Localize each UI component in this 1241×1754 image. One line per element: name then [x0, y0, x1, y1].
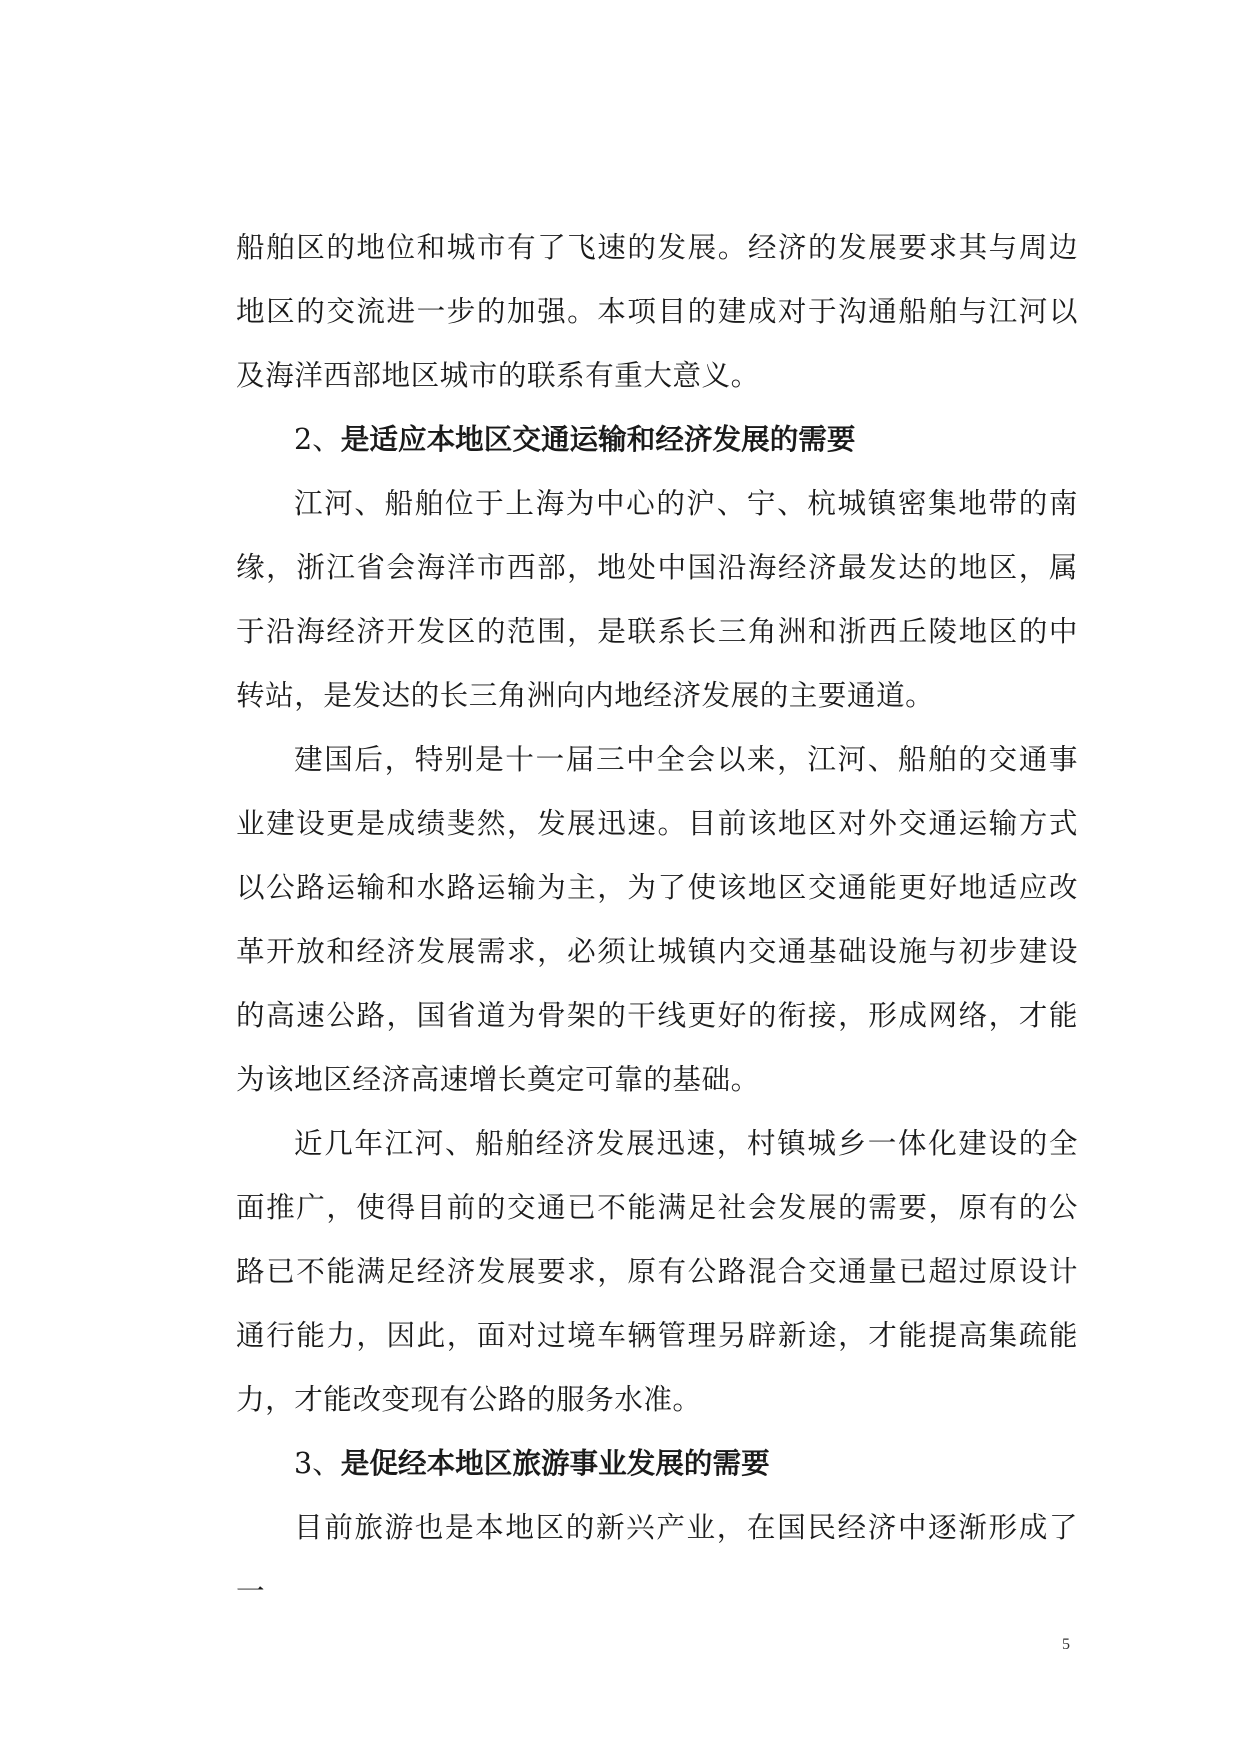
body-text — [236, 215, 1078, 1623]
paragraph-recent-years: 近几年江河、船舶经济发展迅速，村镇城乡一体化建设的全面推广，使得目前的交通已不能满足社会发展的需要，原有的公路已不能满足经济发展要求，原有公路混合交通量已超过原设计通行能力，因此，面对过境车辆管理另辟新途，才能提高集疏能力，才能改变现有公路的服务水准。 — [236, 1126, 1078, 1416]
section-heading-3 — [236, 1431, 1078, 1495]
paragraph-location: 江河、船舶位于上海为中心的沪、宁、杭城镇密集地带的南缘，浙江省会海洋市西部，地处中国沿海经济最发达的地区，属于沿海经济开发区的范围，是联系长三角洲和浙西丘陵地区的中转站，是发达的长三角洲向内地经济发展的主要通道。 — [236, 486, 1078, 712]
page-number: 5 — [1062, 1636, 1070, 1653]
paragraph-intro: 船舶区的地位和城市有了飞速的发展。经济的发展要求其与周边地区的交流进一步的加强。本项目的建成对于沟通船舶与江河以及海洋西部地区城市的联系有重大意义。 — [236, 230, 1078, 392]
paragraph-tourism: 目前旅游也是本地区的新兴产业，在国民经济中逐渐形成了一 — [236, 1510, 1078, 1608]
section-heading-2 — [236, 407, 1078, 471]
heading-text: 是促经本地区旅游事业发展的需要 — [340, 1446, 770, 1480]
paragraph-development: 建国后，特别是十一届三中全会以来，江河、船舶的交通事业建设更是成绩斐然，发展迅速。目前该地区对外交通运输方式以公路运输和水路运输为主，为了使该地区交通能更好地适应改革开放和经济发展需求，必须让城镇内交通基础设施与初步建设的高速公路，国省道为骨架的干线更好的衔接，形成网络，才能为该地区经济高速增长奠定可靠的基础。 — [236, 742, 1078, 1096]
heading-number: 3、 — [294, 1446, 341, 1480]
heading-text: 是适应本地区交通运输和经济发展的需要 — [340, 422, 856, 456]
heading-number: 2、 — [294, 422, 341, 456]
